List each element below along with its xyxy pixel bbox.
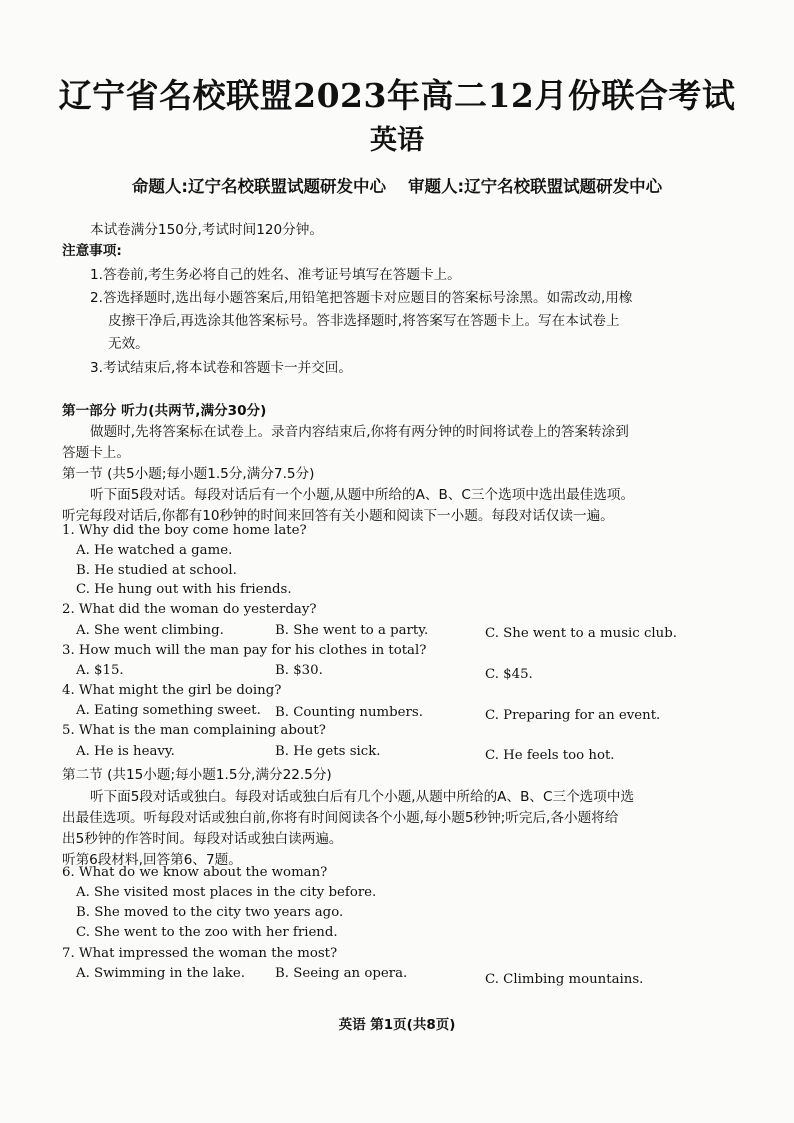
author-text: 命题人:辽宁名校联盟试题研发中心 [131,177,386,196]
question-1-option-b: B. He studied at school. [76,563,237,578]
question-6-option-b: B. She moved to the city two years ago. [76,905,344,920]
note-item-2-line-1: 2.答选择题时,选出每小题答案后,用铅笔把答题卡对应题目的答案标号涂黑。如需改动,用橡 [90,290,633,306]
question-3-option-b: B. $30. [275,663,323,678]
section2-instruction-line-1: 听下面5段对话或独白。每段对话或独白后有几个小题,从题中所给的A、B、C三个选项中选 [90,789,635,805]
question-5-stem: 5. What is the man complaining about? [62,723,326,738]
section1-instruction-line-2: 听完每段对话后,你都有10秒钟的时间来回答有关小题和阅读下一小题。每段对话仅读一遍。 [62,508,614,524]
exam-title: 辽宁省名校联盟2023年高二12月份联合考试 [58,76,736,115]
note-item-3: 3.考试结束后,将本试卷和答题卡一并交回。 [90,360,352,376]
question-1-option-a: A. He watched a game. [76,543,233,558]
question-1-option-c: C. He hung out with his friends. [76,582,292,597]
material-6-instruction: 听第6段材料,回答第6、7题。 [62,852,242,868]
exam-intro: 本试卷满分150分,考试时间120分钟。 [90,222,323,238]
part1-instruction-line-1: 做题时,先将答案标在试卷上。录音内容结束后,你将有两分钟的时间将试卷上的答案转涂到 [90,424,629,440]
question-3-option-c: C. $45. [485,667,533,682]
question-2-option-c: C. She went to a music club. [485,626,677,641]
question-2-option-b: B. She went to a party. [275,623,429,638]
question-7-option-b: B. Seeing an opera. [275,966,408,981]
question-1-stem: 1. Why did the boy come home late? [62,523,307,538]
question-5-option-b: B. He gets sick. [275,744,381,759]
part1-instruction-line-2: 答题卡上。 [62,445,130,461]
question-6-option-c: C. She went to the zoo with her friend. [76,925,338,940]
question-7-option-a: A. Swimming in the lake. [76,966,245,981]
question-7-stem: 7. What impressed the woman the most? [62,946,338,961]
note-item-2-line-2: 皮擦干净后,再选涂其他答案标号。答非选择题时,将答案写在答题卡上。写在本试卷上 [108,313,620,329]
reviewer-text: 审题人:辽宁名校联盟试题研发中心 [408,177,663,196]
question-6-stem: 6. What do we know about the woman? [62,865,328,880]
question-5-option-a: A. He is heavy. [76,744,175,759]
part1-heading: 第一部分 听力(共两节,满分30分) [62,403,267,419]
question-4-option-a: A. Eating something sweet. [76,703,261,718]
question-6-option-a: A. She visited most places in the city before. [76,885,377,900]
question-2-stem: 2. What did the woman do yesterday? [62,602,317,617]
question-3-stem: 3. How much will the man pay for his clothes in total? [62,643,427,658]
subject-title: 英语 [370,125,424,156]
section2-instruction-line-3: 出5秒钟的作答时间。每段对话或独白读两遍。 [62,831,343,847]
note-item-2-line-3: 无效。 [108,336,149,352]
section1-heading: 第一节 (共5小题;每小题1.5分,满分7.5分) [62,466,315,482]
question-2-option-a: A. She went climbing. [76,623,224,638]
note-item-1: 1.答卷前,考生务必将自己的姓名、准考证号填写在答题卡上。 [90,267,461,283]
page-footer: 英语 第1页(共8页) [338,1017,456,1033]
question-4-option-c: C. Preparing for an event. [485,708,661,723]
question-7-option-c: C. Climbing mountains. [485,972,644,987]
question-4-option-b: B. Counting numbers. [275,705,423,720]
question-4-stem: 4. What might the girl be doing? [62,683,282,698]
question-3-option-a: A. $15. [76,663,124,678]
authors-line [0,173,794,197]
section2-heading: 第二节 (共15小题;每小题1.5分,满分22.5分) [62,767,332,783]
section2-instruction-line-2: 出最佳选项。听每段对话或独白前,你将有时间阅读各个小题,每小题5秒钟;听完后,各小题将给 [62,810,619,826]
notes-heading: 注意事项: [62,243,122,259]
section1-instruction-line-1: 听下面5段对话。每段对话后有一个小题,从题中所给的A、B、C三个选项中选出最佳选项。 [90,487,635,503]
question-5-option-c: C. He feels too hot. [485,748,615,763]
